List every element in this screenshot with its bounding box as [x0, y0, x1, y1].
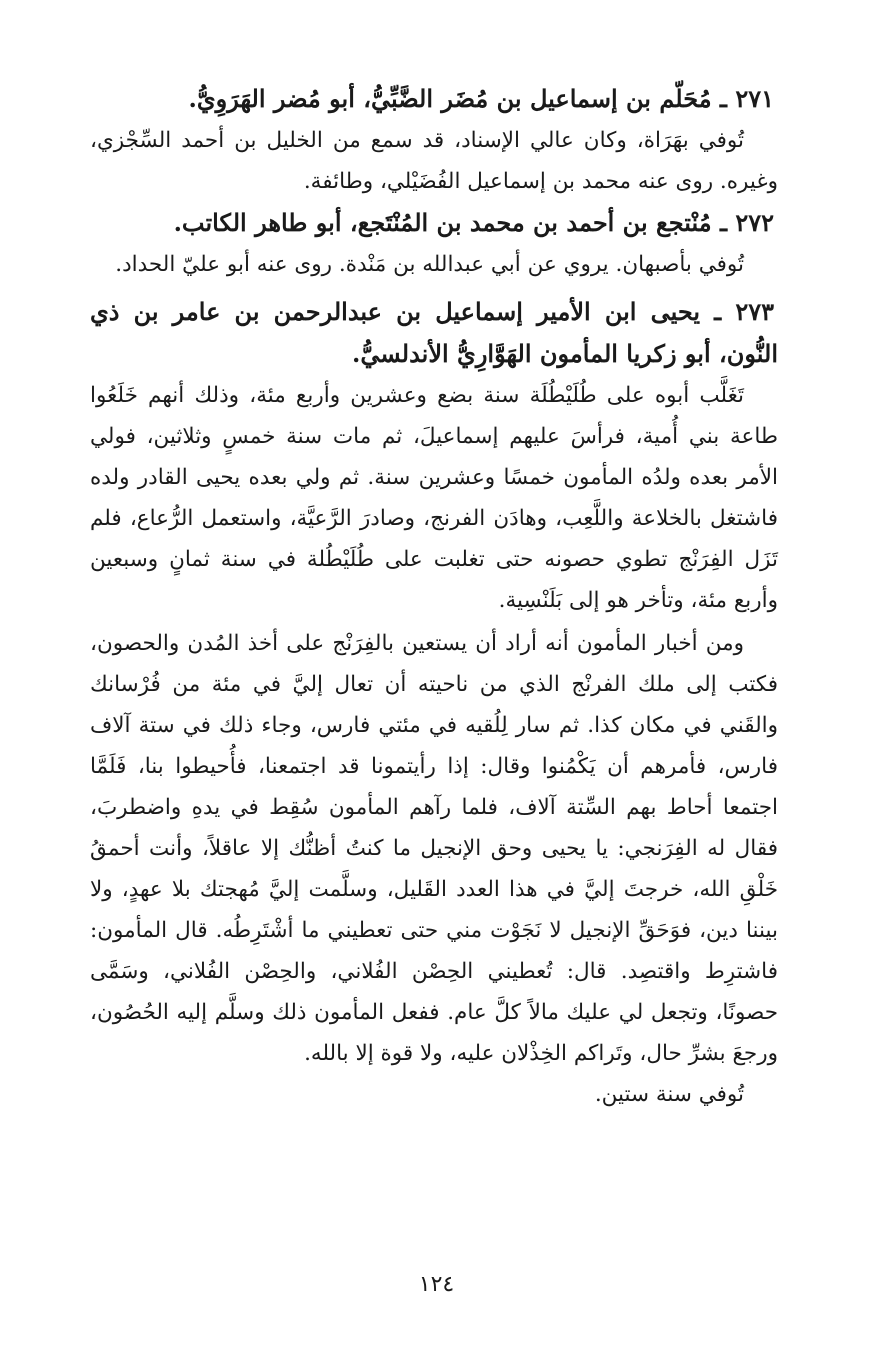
entry-paragraph: تُوفي سنة ستين.	[594, 1082, 744, 1107]
entry-paragraph: تُوفي بهَرَاة، وكان عالي الإسناد، قد سمع من الخليل بن أحمد السِّجْزي، وغيره. روى عنه محمد بن إسماعيل الفُضَيْلي، وطائفة.	[90, 128, 778, 194]
entry-272	[90, 202, 778, 285]
entry-273	[90, 291, 778, 1115]
entry-paragraph: تُوفي بأصبهان. يروي عن أبي عبدالله بن مَنْدة. روى عنه أبو عليّ الحداد.	[115, 252, 744, 277]
entry-heading: ٢٧٢ ـ مُنْتجع بن أحمد بن محمد بن المُنْتَجع، أبو طاهر الكاتب.	[173, 208, 774, 237]
entry-heading: ٢٧١ ـ مُحَلّم بن إسماعيل بن مُضَر الضَّبِّيُّ، أبو مُضر الهَرَوِيُّ.	[188, 84, 774, 113]
entry-271	[90, 78, 778, 202]
entry-paragraph: ومن أخبار المأمون أنه أراد أن يستعين بالفِرَنْج على أخذ المُدن والحصون، فكتب إلى ملك الفرنْج الذي من ناحيته أن تعال إليَّ في مئة من فُرْسانك والقَني في مكان كذا. ثم سار لِلُقيه في مئتي فارس، وجاء ذلك في ستة آلاف فارس، فأمرهم أن يَكْمُنوا وقال: إذا رأيتمونا قد اجتمعنا، فأُحيطوا بنا، فَلَمَّا اجتمعا أحاط بهم السِّتة آلاف، فلما رآهم المأمون سُقِط في يدهِ واضطربَ، فقال له الفِرَنجي: يا يحيى وحق الإنجيل ما كنتُ أظنُّك إلا عاقلاً، وأنت أحمقُ خَلْقِ الله، خرجتَ إليَّ في هذا العدد القَليل، وسلَّمت إليَّ مُهجتك بلا عهدٍ، ولا بيننا دين، فوَحَقِّ الإنجيل لا نَجَوْت مني حتى تعطيني ما أشْتَرِطُه. قال المأمون: فاشترِط واقتصِد. قال: تُعطيني الحِصْن الفُلاني، والحِصْن الفُلاني، وسَمَّى حصونًا، وتجعل لي عليك مالاً كلَّ عام. ففعل المأمون ذلك وسلَّم إليه الحُصُون، ورجعَ بشرِّ حال، وتَراكم الخِذْلان عليه، ولا قوة إلا بالله.	[90, 631, 778, 1066]
page-number: ١٢٤	[418, 1272, 455, 1297]
page-body	[90, 78, 778, 1115]
entry-heading: ٢٧٣ ـ يحيى ابن الأمير إسماعيل بن عبدالرحمن بن عامر بن ذي النُّون، أبو زكريا المأمون الهَوَّارِيُّ الأندلسيُّ.	[90, 297, 778, 368]
entry-paragraph: تَغَلَّب أبوه على طُلَيْطُلَة سنة بضع وعشرين وأربع مئة، وذلك أنهم خَلَعُوا طاعة بني أُمية، فرأسَ عليهم إسماعيلَ، ثم مات سنة خمسٍ وثلاثين، فولي الأمر بعده ولدُه المأمون خمسًا وعشرين سنة. ثم ولي بعده يحيى القادر ولده فاشتغل بالخلاعة واللَّعِب، وهادَن الفرنج، وصادرَ الرَّعيَّة، واستعمل الرُّعاع، فلم تَزَل الفِرَنْج تطوي حصونه حتى تغلبت على طُلَيْطُلة في سنة ثمانٍ وسبعين وأربع مئة، وتأخر هو إلى بَلَنْسِية.	[90, 383, 778, 613]
